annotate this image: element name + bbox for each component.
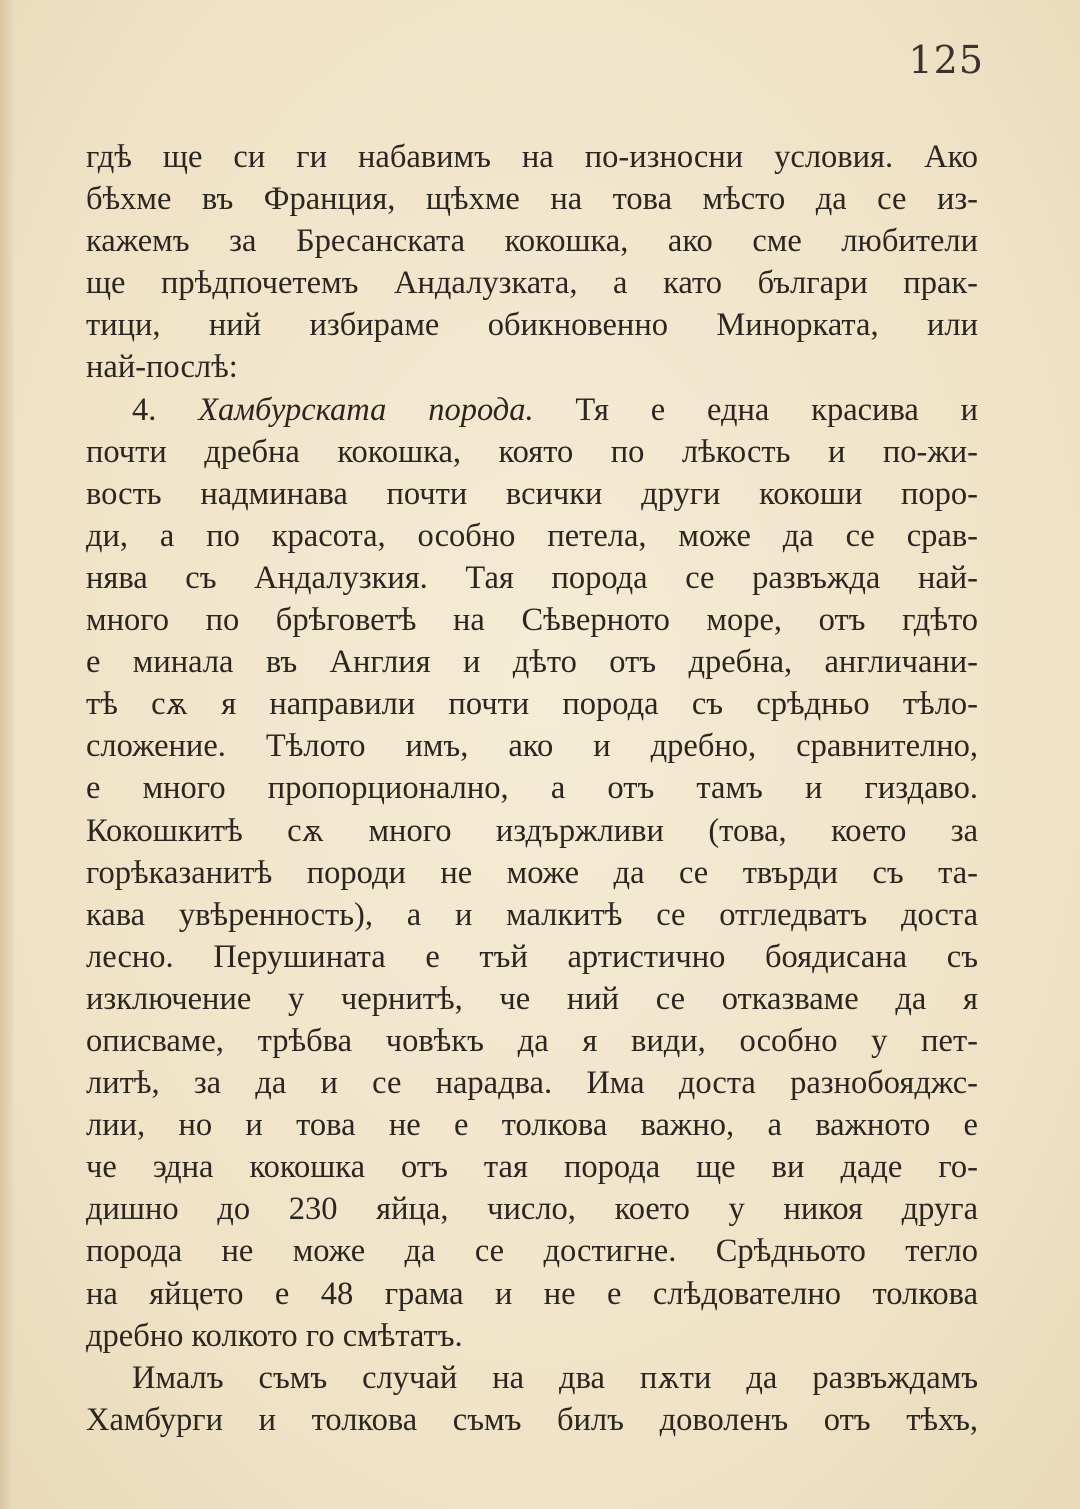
text-line: описваме, трѣбва човѣкъ да я види, особно у пет- (86, 1022, 978, 1059)
section-number: 4. (132, 391, 157, 428)
text-line: на яйцето е 48 грама и не е слѣдователно толкова (86, 1275, 978, 1312)
text-line: ди, а по красота, особно петела, може да се срав- (86, 517, 978, 554)
text-line: ще прѣдпочетемъ Андалузката, а като българи прак- (86, 265, 978, 302)
text-line: тѣ сѫ я направили почти порода съ срѣдньо тѣло- (86, 686, 978, 723)
text-line: изключение у чернитѣ, че ний се отказваме да я (86, 980, 978, 1017)
text-line: Хамбурги и толкова съмъ билъ доволенъ отъ тѣхъ, (86, 1401, 978, 1438)
text-line: е минала въ Англия и дѣто отъ дребна, англичани- (86, 644, 978, 681)
text-line: Кокошкитѣ сѫ много издържливи (това, което за (86, 812, 978, 849)
text-line: нява съ Андалузкия. Тая порода се развъжда най- (86, 559, 978, 596)
text-line: горѣказанитѣ породи не може да се твърди съ та- (86, 854, 978, 891)
text-line: сложение. Тѣлото имъ, ако и дребно, сравнително, (86, 728, 978, 765)
text-line: лесно. Перушината е тъй артистично боядисана съ (86, 938, 978, 975)
heading-line-rest: Тя е една красива и (575, 391, 978, 428)
text-line: е много пропорционално, а отъ тамъ и гиздаво. (86, 770, 978, 807)
text-line: много по брѣговетѣ на Сѣверното море, отъ гдѣто (86, 602, 978, 639)
text-line: дишно до 230 яйца, число, което у никоя друга (86, 1191, 978, 1228)
text-line: кава увѣренность), а и малкитѣ се отгледватъ доста (86, 896, 978, 933)
text-line: лии, но и това не е толкова важно, а важното е (86, 1107, 978, 1144)
text-line: че эдна кокошка отъ тая порода ще ви даде го- (86, 1149, 978, 1186)
section-title: Хамбурската порода. (198, 391, 534, 428)
text-line: порода не може да се достигне. Срѣдньото тегло (86, 1233, 978, 1270)
text-line: най-послѣ: (86, 349, 238, 386)
text-line: бѣхме въ Франция, щѣхме на това мѣсто да се из- (86, 181, 978, 218)
text-line: Ималъ съмъ случай на два пѫти да развъждамъ (132, 1359, 978, 1396)
text-line: тици, ний избираме обикновенно Минорката, или (86, 307, 978, 344)
body-text (86, 136, 978, 1441)
text-line: гдѣ ще си ги набавимъ на по-износни условия. Ако (86, 139, 978, 175)
text-line: кажемъ за Бресанската кокошка, ако сме любители (86, 223, 978, 260)
page-number: 125 (908, 38, 984, 82)
section-heading-line (86, 389, 978, 431)
page-edge-shadow (0, 0, 14, 1509)
text-line: литѣ, за да и се нарадва. Има доста разнобояджс- (86, 1065, 978, 1102)
text-line: дребно колкото го смѣтатъ. (86, 1317, 463, 1354)
text-line: вость надминава почти всички други кокоши поро- (86, 475, 978, 512)
text-line: почти дребна кокошка, която по лѣкость и по-жи- (86, 433, 978, 470)
